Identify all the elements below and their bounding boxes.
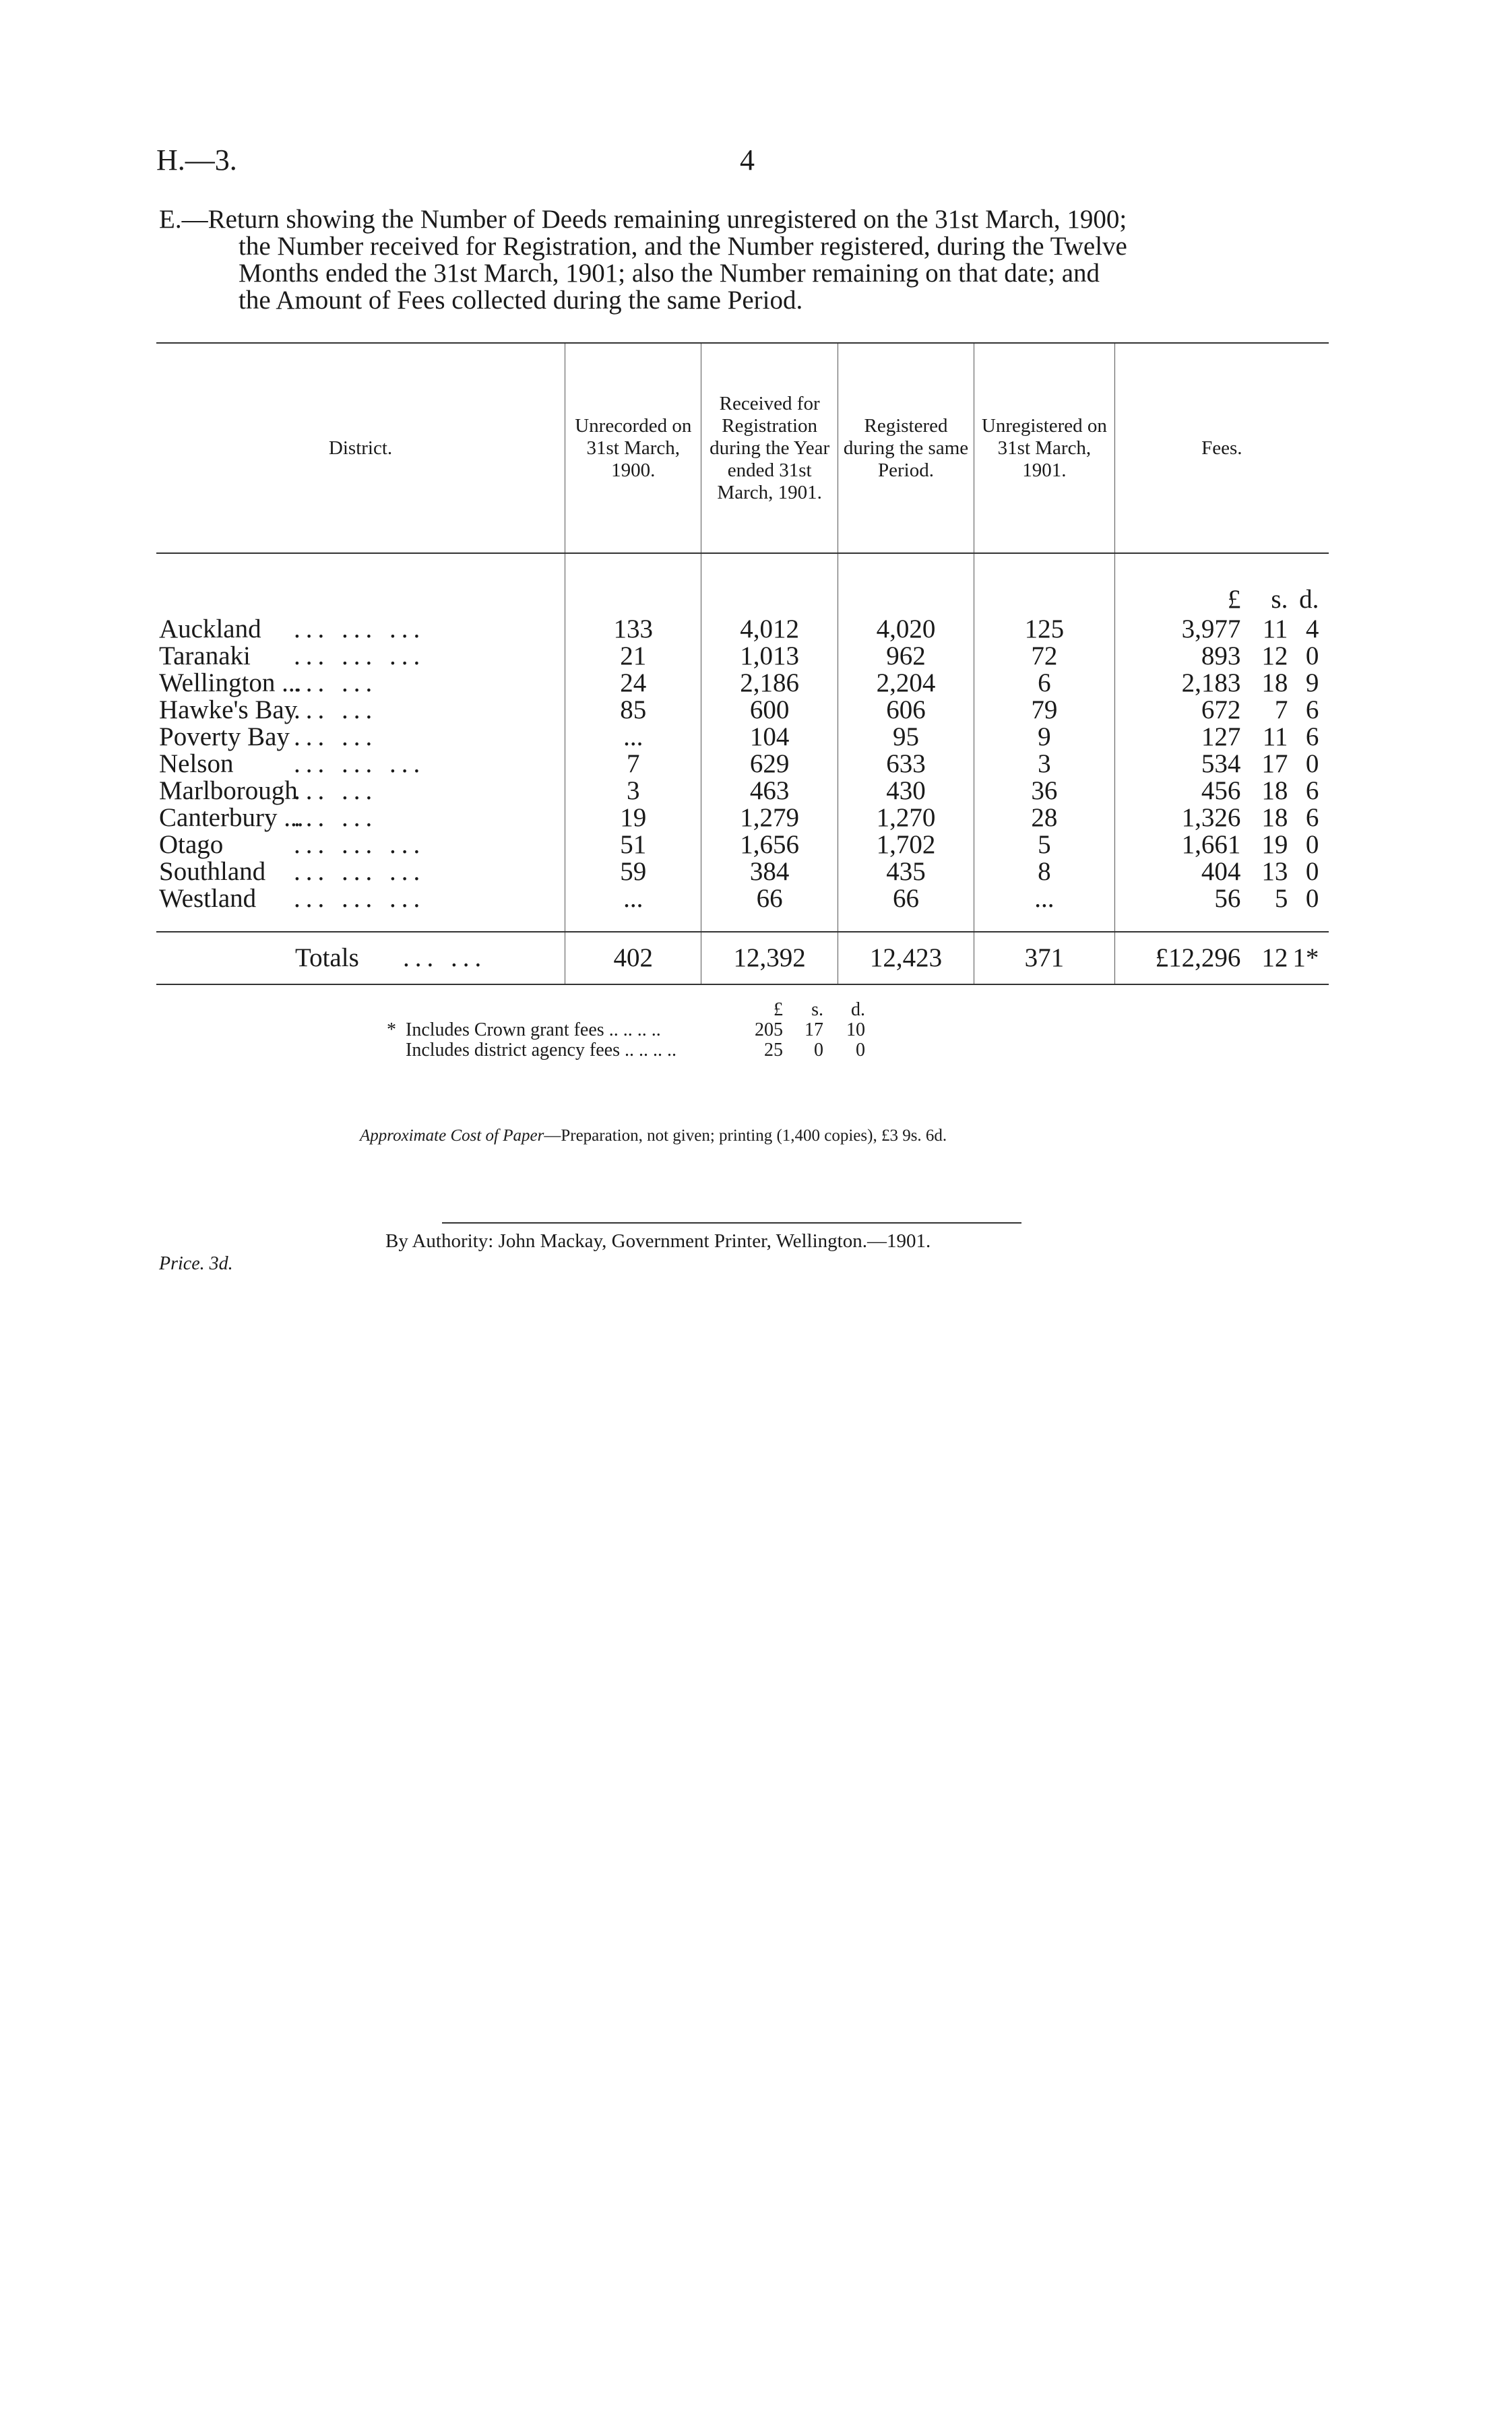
fee-pence: 6: [1305, 695, 1319, 724]
district-cell: [156, 697, 565, 724]
fee-pounds: 2,183: [1181, 668, 1241, 697]
table-body: [156, 553, 1329, 984]
registered-cell: 430: [838, 778, 974, 804]
registered-cell: 1,270: [838, 804, 974, 831]
district-name: Totals: [295, 943, 359, 972]
fee-pence: 1*: [1292, 943, 1319, 972]
registered-cell: 606: [838, 697, 974, 724]
received-cell: 629: [701, 751, 838, 778]
footnote-pounds: 25: [764, 1040, 783, 1061]
fees-cell: [1114, 804, 1329, 831]
district-name: Wellington ...: [159, 668, 302, 697]
table-header-row: [156, 343, 1329, 553]
fee-amount: [1125, 778, 1319, 804]
unregistered-cell: 9: [974, 724, 1114, 751]
fee-pounds: 127: [1201, 722, 1241, 751]
table-row: [156, 831, 1329, 858]
fee-amount: [1125, 831, 1319, 858]
fee-pounds: 1,326: [1181, 803, 1241, 832]
unrecorded-cell: 133: [565, 616, 701, 643]
title-line-1: E.—Return showing the Number of Deeds remaining unregistered on the 31st March, 1900;: [159, 205, 1127, 234]
column-header-unrecorded: Unrecorded on 31st March, 1900.: [565, 343, 701, 553]
return-title: [159, 206, 1331, 314]
fee-pence: 6: [1305, 803, 1319, 832]
fee-amount: [1125, 724, 1319, 751]
fee-shillings: 7: [1274, 695, 1288, 724]
fee-pounds: 56: [1214, 884, 1241, 913]
received-cell: 1,279: [701, 804, 838, 831]
cost-text: —Preparation, not given; printing (1,400 copies), £3 9s. 6d.: [544, 1127, 947, 1145]
table-row: [156, 751, 1329, 778]
fees-cell: [1114, 616, 1329, 643]
received-cell: 4,012: [701, 616, 838, 643]
district-cell: [156, 858, 565, 885]
unrecorded-cell: 59: [565, 858, 701, 885]
table-row: [156, 885, 1329, 932]
fee-units: [1125, 586, 1319, 613]
unrecorded-cell: 85: [565, 697, 701, 724]
district-cell: [156, 670, 565, 697]
fee-pounds: 534: [1201, 749, 1241, 778]
received-cell: 384: [701, 858, 838, 885]
unregistered-cell: 79: [974, 697, 1114, 724]
fee-shillings: 11: [1262, 722, 1288, 751]
page-number: 4: [740, 144, 755, 177]
leader-dots: ... ... ...: [294, 749, 426, 778]
fees-cell: [1114, 932, 1329, 984]
fee-pounds: 1,661: [1181, 830, 1241, 859]
fees-cell: [1114, 643, 1329, 670]
registered-cell: 962: [838, 643, 974, 670]
unrecorded-cell: 402: [565, 932, 701, 984]
table-row: [156, 616, 1329, 643]
received-cell: 1,013: [701, 643, 838, 670]
registered-cell: 4,020: [838, 616, 974, 643]
district-name: Westland: [159, 884, 257, 913]
unrecorded-cell: 24: [565, 670, 701, 697]
fees-cell: [1114, 858, 1329, 885]
footnote-label: Includes district agency fees: [406, 1040, 620, 1061]
fees-cell: [1114, 697, 1329, 724]
printer-authority: By Authority: John Mackay, Government Printer, Wellington.—1901.: [385, 1230, 931, 1252]
footnote-marker: *: [387, 1019, 396, 1040]
fee-pounds: £12,296: [1155, 943, 1241, 972]
district-name: Hawke's Bay: [159, 695, 298, 724]
footnote-pounds: 205: [755, 1019, 783, 1040]
registered-cell: 435: [838, 858, 974, 885]
leader-dots: ... ...: [294, 722, 378, 751]
district-cell: [156, 724, 565, 751]
table-row: [156, 643, 1329, 670]
fee-pence: 9: [1305, 668, 1319, 697]
footnote-shillings: 0: [814, 1040, 823, 1061]
district-name: Auckland: [159, 614, 261, 643]
leader-dots: ... ... ...: [294, 641, 426, 670]
unrecorded-cell: 7: [565, 751, 701, 778]
fee-pounds: 404: [1201, 857, 1241, 886]
fee-shillings: 18: [1261, 803, 1288, 832]
footnote-label: Includes Crown grant fees: [406, 1019, 604, 1040]
fee-pence: 0: [1305, 857, 1319, 886]
column-header-received: Received for Registration during the Year ended 31st March, 1901.: [701, 343, 838, 553]
unregistered-cell: 6: [974, 670, 1114, 697]
leader-dots: ... ...: [294, 803, 378, 832]
deeds-registration-table: [156, 342, 1329, 985]
fee-pounds: 3,977: [1181, 614, 1241, 643]
pence-unit: d.: [1299, 585, 1319, 614]
registered-cell: 95: [838, 724, 974, 751]
fee-shillings: 19: [1261, 830, 1288, 859]
district-name: Marlborough: [159, 776, 298, 805]
fee-amount: [1125, 751, 1319, 778]
column-header-district: District.: [156, 343, 565, 553]
unrecorded-cell: 19: [565, 804, 701, 831]
table-row: [156, 670, 1329, 697]
unrecorded-cell: ...: [565, 885, 701, 932]
footnote-pence: 10: [846, 1019, 865, 1040]
fee-amount: [1125, 616, 1319, 643]
registered-cell: 66: [838, 885, 974, 932]
footnote-units: [369, 1000, 865, 1020]
footnote-unit-shillings: s.: [811, 999, 823, 1020]
district-name: Taranaki: [159, 641, 251, 670]
table-row: [156, 697, 1329, 724]
fees-cell: [1114, 778, 1329, 804]
fee-shillings: 17: [1261, 749, 1288, 778]
column-header-registered: Registered during the same Period.: [838, 343, 974, 553]
received-cell: 463: [701, 778, 838, 804]
unregistered-cell: 8: [974, 858, 1114, 885]
district-name: Nelson: [159, 749, 234, 778]
title-line-2: the Number received for Registration, and the Number registered, during the Twelve: [239, 232, 1127, 261]
fee-shillings: 12: [1261, 943, 1288, 972]
fee-pounds: 456: [1201, 776, 1241, 805]
footnote-district-agency: [369, 1040, 865, 1061]
received-cell: 2,186: [701, 670, 838, 697]
footnote-pence: 0: [856, 1040, 865, 1061]
fee-pence: 0: [1305, 884, 1319, 913]
district-cell: [156, 751, 565, 778]
district-cell: [156, 885, 565, 932]
district-cell: [156, 616, 565, 643]
footnote-leader: .. .. .. ..: [624, 1040, 676, 1061]
shillings-unit: s.: [1271, 585, 1288, 614]
footnote-shillings: 17: [805, 1019, 823, 1040]
cost-label: Approximate Cost of Paper: [360, 1127, 544, 1145]
leader-dots: ... ...: [403, 943, 487, 972]
cost-of-paper: [360, 1127, 947, 1145]
district-cell: [156, 932, 565, 984]
table-row: [156, 778, 1329, 804]
footer-divider: [442, 1222, 1021, 1224]
unrecorded-cell: ...: [565, 724, 701, 751]
fee-units-row: [156, 553, 1329, 616]
fee-shillings: 13: [1261, 857, 1288, 886]
footnote-leader: .. .. .. ..: [608, 1019, 661, 1040]
fees-cell: [1114, 724, 1329, 751]
unrecorded-cell: 51: [565, 831, 701, 858]
unregistered-cell: 36: [974, 778, 1114, 804]
fee-amount: [1125, 885, 1319, 912]
fee-shillings: 11: [1262, 614, 1288, 643]
footnote-crown-grant: [369, 1020, 865, 1040]
leader-dots: ... ... ...: [294, 857, 426, 886]
district-cell: [156, 643, 565, 670]
table-row: [156, 724, 1329, 751]
title-line-4: the Amount of Fees collected during the same Period.: [239, 286, 803, 315]
unrecorded-cell: 21: [565, 643, 701, 670]
leader-dots: ... ...: [294, 776, 378, 805]
title-line-3: Months ended the 31st March, 1901; also the Number remaining on that date; and: [239, 259, 1100, 288]
unregistered-cell: 72: [974, 643, 1114, 670]
fee-shillings: 5: [1274, 884, 1288, 913]
district-name: Canterbury ...: [159, 803, 304, 832]
leader-dots: ... ...: [294, 668, 378, 697]
received-cell: 12,392: [701, 932, 838, 984]
fee-pence: 4: [1305, 614, 1319, 643]
district-name: Otago: [159, 830, 224, 859]
fee-pounds: 893: [1201, 641, 1241, 670]
footnote-unit-pounds: £: [774, 999, 783, 1020]
district-cell: [156, 778, 565, 804]
column-header-fees: Fees.: [1114, 343, 1329, 553]
fee-amount: [1125, 804, 1319, 831]
fee-pence: 0: [1305, 641, 1319, 670]
fee-pounds: 672: [1201, 695, 1241, 724]
fee-shillings: 18: [1261, 776, 1288, 805]
footnotes: [369, 1000, 865, 1061]
fee-pence: 6: [1305, 776, 1319, 805]
table-row: [156, 858, 1329, 885]
fee-shillings: 18: [1261, 668, 1288, 697]
fee-amount: [1125, 858, 1319, 885]
unregistered-cell: ...: [974, 885, 1114, 932]
unrecorded-cell: 3: [565, 778, 701, 804]
unregistered-cell: 371: [974, 932, 1114, 984]
fee-amount: [1125, 697, 1319, 724]
registered-cell: 12,423: [838, 932, 974, 984]
footnote-marker: [369, 1040, 406, 1061]
registered-cell: 633: [838, 751, 974, 778]
unregistered-cell: 28: [974, 804, 1114, 831]
received-cell: 600: [701, 697, 838, 724]
fee-pence: 0: [1305, 830, 1319, 859]
fees-cell: [1114, 670, 1329, 697]
received-cell: 66: [701, 885, 838, 932]
footnote-unit-pence: d.: [851, 999, 865, 1020]
fee-amount: [1125, 670, 1319, 697]
district-name: Southland: [159, 857, 266, 886]
leader-dots: ... ... ...: [294, 830, 426, 859]
registered-cell: 1,702: [838, 831, 974, 858]
district-name: Poverty Bay: [159, 722, 290, 751]
received-cell: 1,656: [701, 831, 838, 858]
pounds-unit: £: [1227, 585, 1241, 614]
fee-shillings: 12: [1261, 641, 1288, 670]
fees-cell: [1114, 751, 1329, 778]
fee-amount: [1125, 945, 1319, 972]
received-cell: 104: [701, 724, 838, 751]
unregistered-cell: 5: [974, 831, 1114, 858]
leader-dots: ... ... ...: [294, 614, 426, 643]
fees-cell: [1114, 831, 1329, 858]
leader-dots: ... ...: [294, 695, 378, 724]
district-cell: [156, 804, 565, 831]
totals-row: [156, 932, 1329, 984]
registered-cell: 2,204: [838, 670, 974, 697]
fees-cell: [1114, 885, 1329, 932]
fee-amount: [1125, 643, 1319, 670]
fee-pence: 0: [1305, 749, 1319, 778]
unregistered-cell: 125: [974, 616, 1114, 643]
price: Price. 3d.: [159, 1253, 233, 1274]
district-cell: [156, 831, 565, 858]
fee-pence: 6: [1305, 722, 1319, 751]
leader-dots: ... ... ...: [294, 884, 426, 913]
table-row: [156, 804, 1329, 831]
parliamentary-paper-reference: H.—3.: [156, 144, 237, 177]
column-header-unregistered: Unregistered on 31st March, 1901.: [974, 343, 1114, 553]
unregistered-cell: 3: [974, 751, 1114, 778]
